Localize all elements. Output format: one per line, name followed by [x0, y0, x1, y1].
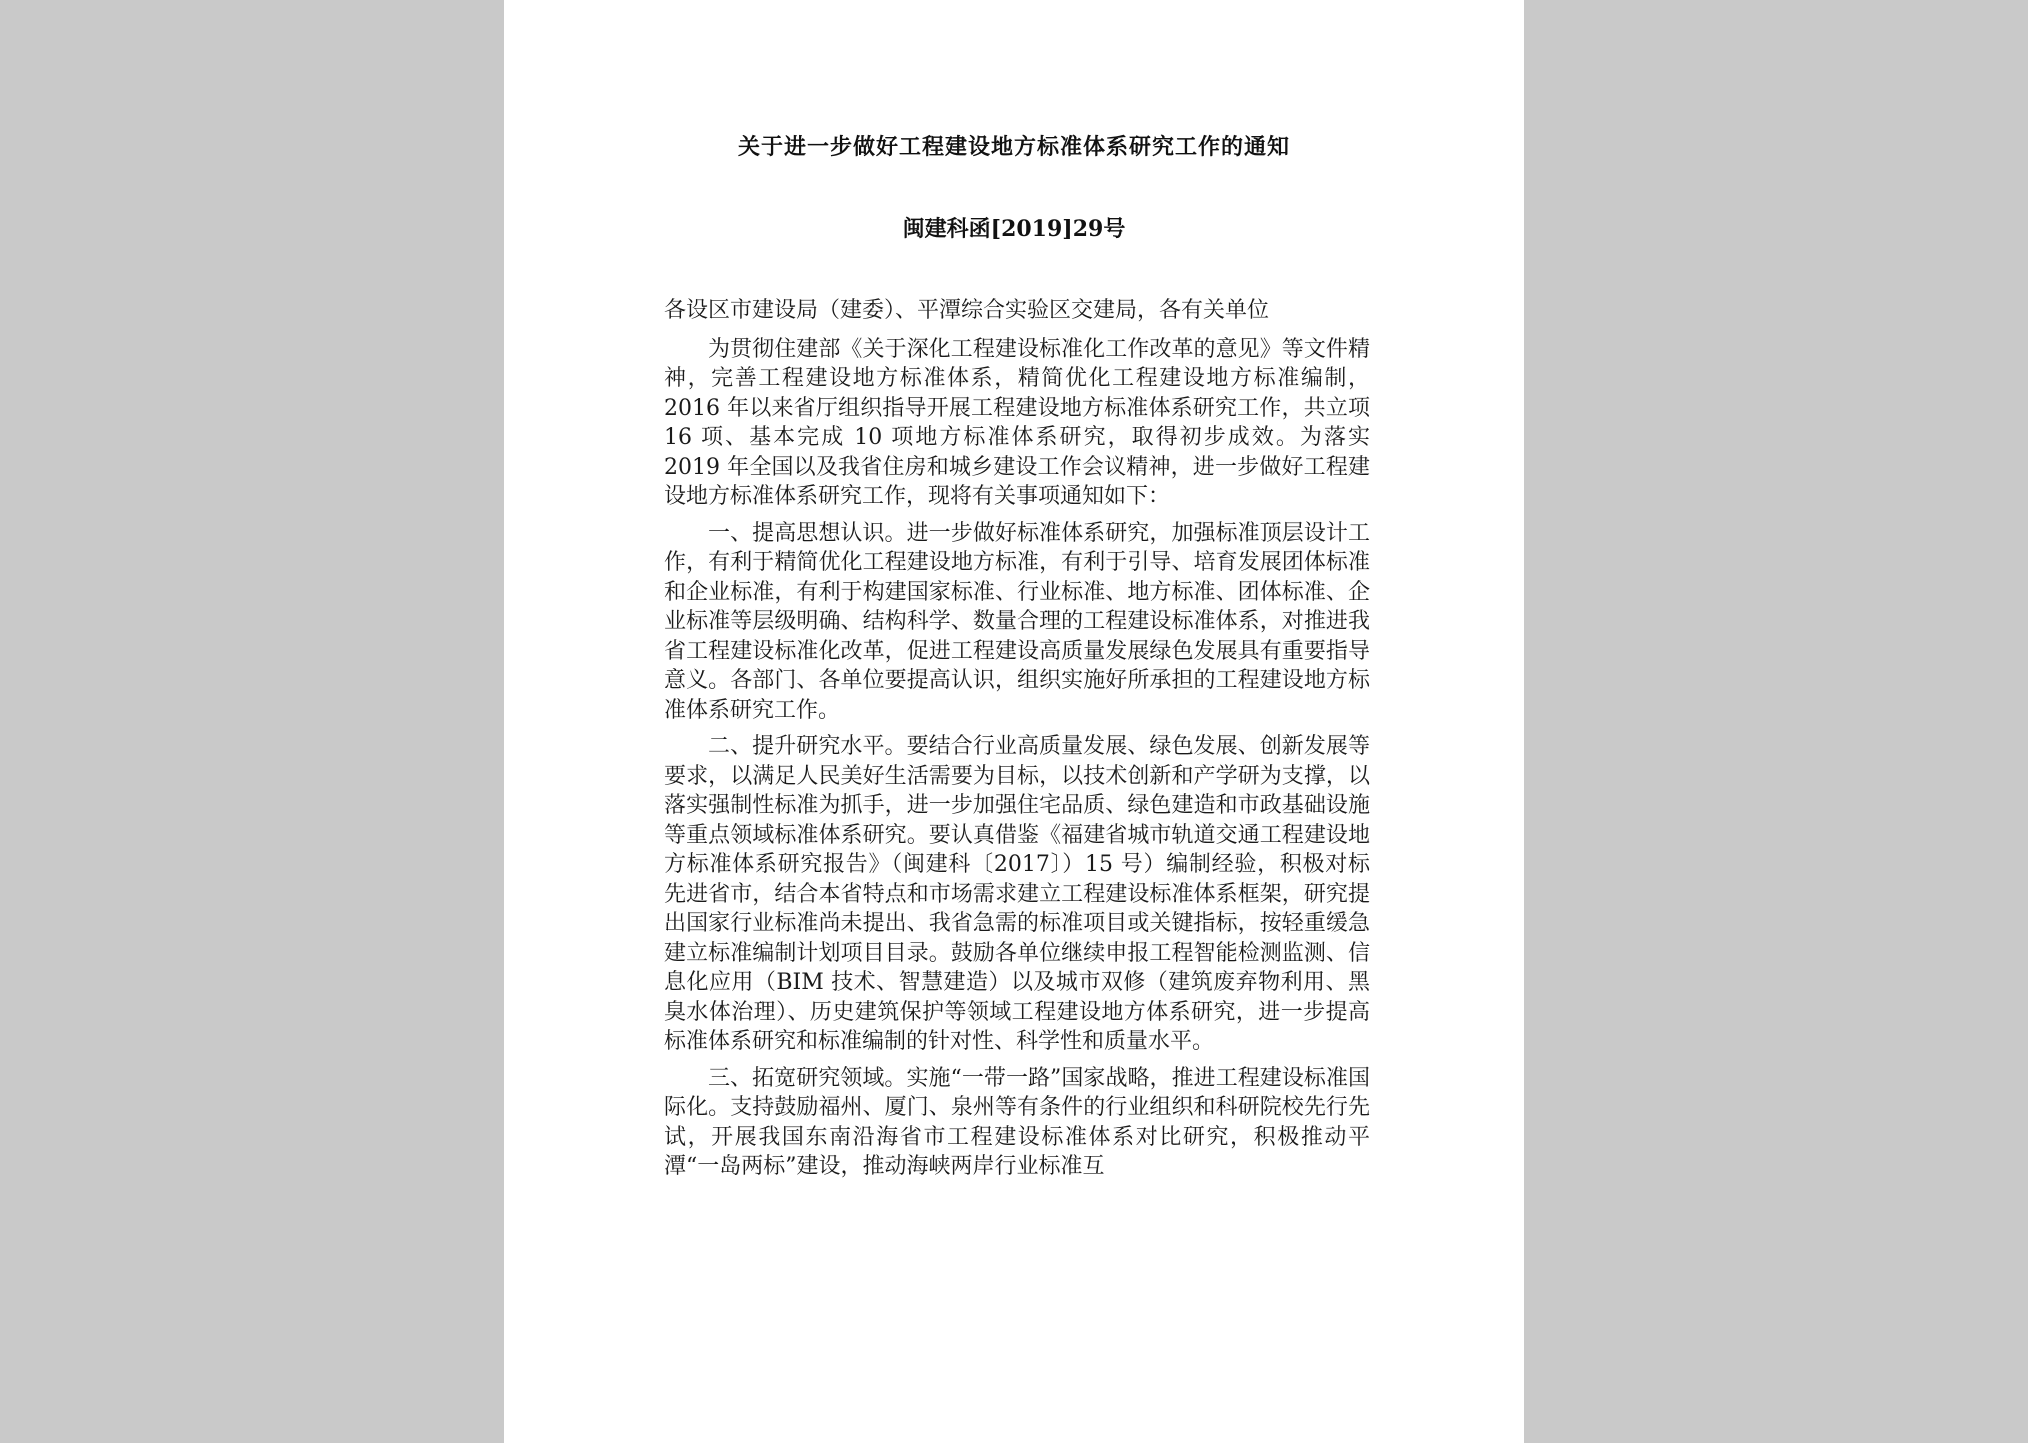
viewer-background-right — [1524, 0, 2028, 1443]
viewer-background-left — [0, 0, 504, 1443]
document-body — [664, 296, 1370, 1189]
salutation: 各设区市建设局（建委）、平潭综合实验区交建局，各有关单位 — [664, 298, 1270, 323]
document-number: 闽建科函[2019]29号 — [902, 216, 1126, 242]
paragraph-section-3: 三、拓宽研究领域。实施“一带一路”国家战略，推进工程建设标准国际化。支持鼓励福州、厦门、泉州等有条件的行业组织和科研院校先行先试，开展我国东南沿海省市工程建设标准体系对比研究，积极推动平潭“一岛两标”建设，推动海峡两岸行业标准互 — [664, 1065, 1370, 1179]
document-page — [504, 0, 1524, 1443]
paragraph-section-1: 一、提高思想认识。进一步做好标准体系研究，加强标准顶层设计工作，有利于精简优化工程建设地方标准，有利于引导、培育发展团体标准和企业标准，有利于构建国家标准、行业标准、地方标准、团体标准、企业标准等层级明确、结构科学、数量合理的工程建设标准体系，对推进我省工程建设标准化改革，促进工程建设高质量发展绿色发展具有重要指导意义。各部门、各单位要提高认识，组织实施好所承担的工程建设地方标准体系研究工作。 — [664, 520, 1370, 723]
paragraph-intro: 为贯彻住建部《关于深化工程建设标准化工作改革的意见》等文件精神，完善工程建设地方标准体系，精简优化工程建设地方标准编制，2016 年以来省厅组织指导开展工程建设地方标准体系研究工作，共立项 16 项、基本完成 10 项地方标准体系研究，取得初步成效。为落实 2019 年全国以及我省住房和城乡建设工作会议精神，进一步做好工程建设地方标准体系研究工作，现将有关事项通知如下： — [664, 336, 1370, 509]
document-title: 关于进一步做好工程建设地方标准体系研究工作的通知 — [737, 134, 1290, 160]
paragraph-section-2: 二、提升研究水平。要结合行业高质量发展、绿色发展、创新发展等要求，以满足人民美好生活需要为目标，以技术创新和产学研为支撑，以落实强制性标准为抓手，进一步加强住宅品质、绿色建造和市政基础设施等重点领域标准体系研究。要认真借鉴《福建省城市轨道交通工程建设地方标准体系研究报告》（闽建科〔2017〕）15 号）编制经验，积极对标先进省市，结合本省特点和市场需求建立工程建设标准体系框架，研究提出国家行业标准尚未提出、我省急需的标准项目或关键指标，按轻重缓急建立标准编制计划项目目录。鼓励各单位继续申报工程智能检测监测、信息化应用（BIM 技术、智慧建造）以及城市双修（建筑废弃物利用、黑臭水体治理）、历史建筑保护等领域工程建设地方体系研究，进一步提高标准体系研究和标准编制的针对性、科学性和质量水平。 — [664, 734, 1370, 1054]
